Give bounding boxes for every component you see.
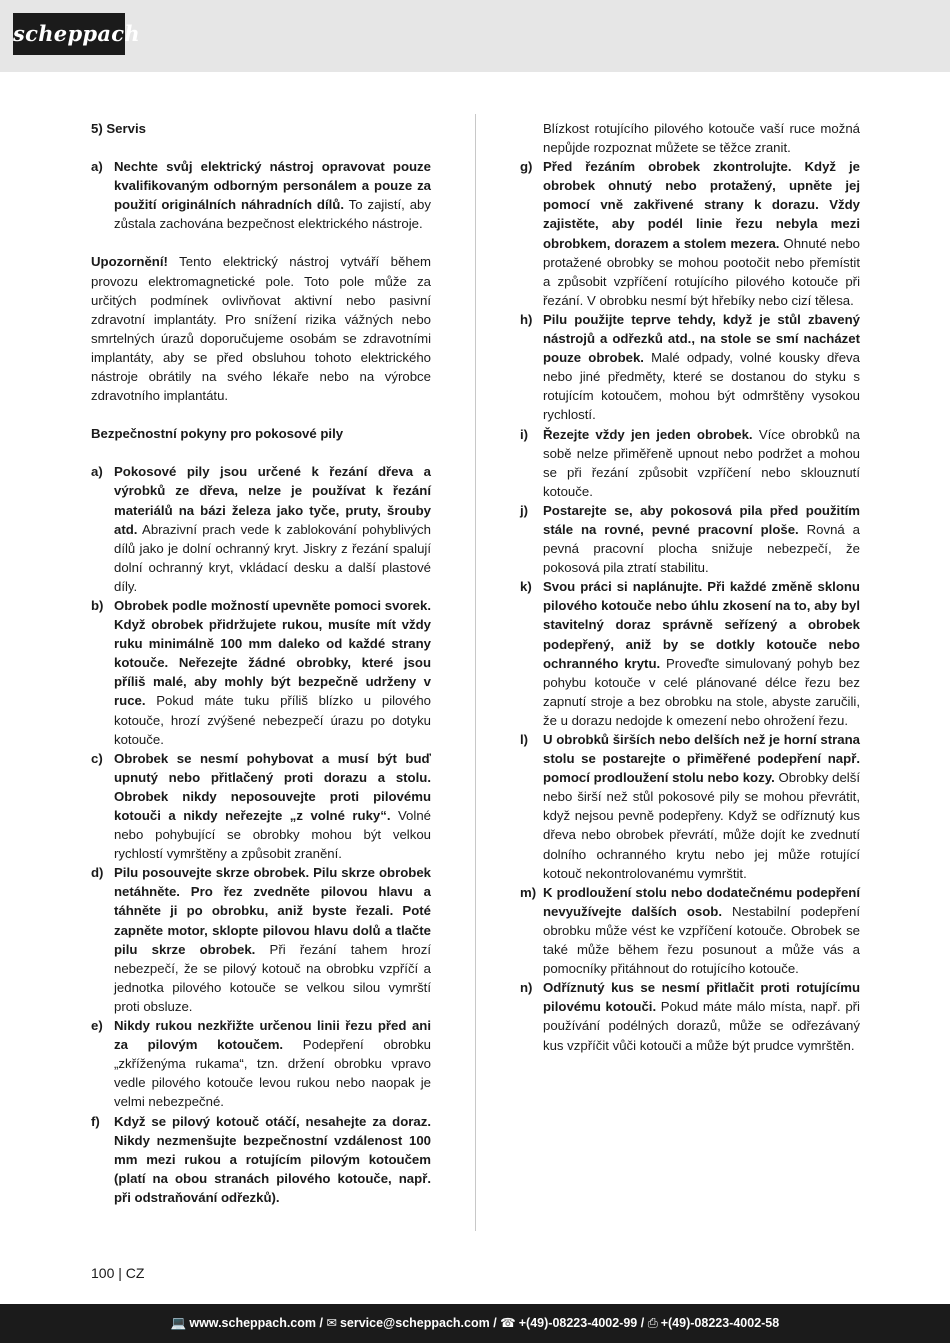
safety-list-left <box>91 462 431 1207</box>
brand-logo: scheppach <box>13 13 125 55</box>
item-normal-text: Malé odpady, volné kousky dřeva nebo jiné předměty, které se dostanou do styku s rotujícím kotoučem, mohou být odmrštěny vysokou rychlostí. <box>543 350 860 423</box>
item-text <box>543 425 860 501</box>
item-text <box>543 978 860 1054</box>
page-footer <box>0 1304 950 1343</box>
list-item-n <box>520 978 860 1054</box>
footer-separator: / <box>640 1316 645 1330</box>
column-divider <box>475 114 476 1231</box>
item-text <box>114 157 431 233</box>
phone-icon: ☎ <box>500 1316 516 1330</box>
item-text <box>543 157 860 310</box>
footer-email[interactable]: service@scheppach.com <box>339 1316 490 1330</box>
right-column <box>520 119 860 1055</box>
item-text <box>543 577 860 730</box>
item-label: j) <box>520 502 529 518</box>
item-label: e) <box>91 1018 103 1034</box>
item-f-continuation: Blízkost rotujícího pilového kotouče vaší ruce možná nepůjde rozpoznat můžete se těžce zranit. <box>543 121 860 156</box>
item-bold-text: Řezejte vždy jen jeden obrobek. <box>543 426 753 442</box>
list-item-d <box>91 863 431 1016</box>
item-text <box>114 749 431 864</box>
item-bold-text: Nechte svůj elektrický nástroj opravovat pouze kvalifikovaným odborným personálem a pouze za použití originálních náhradních dílů. <box>114 159 431 213</box>
left-column <box>91 119 431 1207</box>
item-label: k) <box>520 579 532 595</box>
item-bold-text: Obrobek se nesmí pohybovat a musí být buď upnutý nebo přitlačený proti dorazu a stolu. Obrobek nikdy neposouvejte proti pilovému kotouči a nikdy neřezejte „z volné ruky“. <box>114 750 431 823</box>
item-normal-text: Pokud máte málo místa, např. při používání podélných dorazů, může se odřezávaný kus vzpříčit vůči kotouči a může být prudce vymrštěn. <box>543 999 860 1053</box>
item-label: a) <box>91 159 103 175</box>
list-item-i <box>520 425 860 501</box>
footer-web[interactable]: www.scheppach.com <box>189 1316 317 1330</box>
item-text <box>114 1016 431 1111</box>
page-number <box>91 1265 144 1281</box>
item-bold-text: Svou práci si naplánujte. Při každé změně sklonu pilového kotouče nebo úhlu zkosení na to, aby byl stavitelný doraz správně seřízený a obrobek podepřený, aniž by se dotkly kotouče nebo ochranného krytu. <box>543 579 860 671</box>
item-label: b) <box>91 597 104 613</box>
list-item-b <box>91 596 431 749</box>
footer-separator: / <box>319 1316 323 1330</box>
item-label: h) <box>520 311 533 327</box>
item-bold-text: Obrobek podle možností upevněte pomoci svorek. Když obrobek přidržujete rukou, musíte mít vždy ruku minimálně 100 mm daleko od každé strany kotouče. Neřezejte žádné obrobky, které jsou příliš malé, aby mohly být bezpečně udrženy v ruce. <box>114 597 431 709</box>
item-bold-text: Před řezáním obrobek zkontrolujte. Když je obrobek ohnutý nebo protažený, upněte jej pomocí vně zakřivené strany k dorazu. Vždy zajistěte, aby podél linie řezu nebyla mezi obrobkem, dorazem a stolem mezera. <box>543 159 860 251</box>
item-bold-text: K prodloužení stolu nebo dodatečnému podepření nevyužívejte dalších osob. <box>543 884 860 919</box>
item-label: l) <box>520 732 529 747</box>
item-bold-text: Postarejte se, aby pokosová pila před použitím stále na rovné, pevné pracovní ploše. <box>543 502 860 537</box>
item-label: i) <box>520 426 529 442</box>
list-item-c <box>91 749 431 864</box>
item-label: g) <box>520 159 533 175</box>
page-number-value: 100 <box>91 1265 115 1281</box>
item-bold-text: U obrobků širších nebo delších než je horní strana stolu se postarejte o přiměřené podepření např. pomocí prodloužení stolu nebo kozy. <box>543 732 860 786</box>
item-text <box>543 501 860 577</box>
item-text <box>114 863 431 1016</box>
item-label: m) <box>520 884 537 900</box>
item-text <box>114 462 431 596</box>
item-bold-text: Pilu posouvejte skrze obrobek. Pilu skrze obrobek netáhněte. Pro řez zvedněte pilovou hlavu a táhněte ji po obrobku, aniž byste řezali. Poté zapněte motor, sklopte pilovou hlavu dolů a tlačte pilu skrze obrobek. <box>114 865 431 957</box>
list-item-l <box>520 730 860 883</box>
list-item <box>91 157 431 233</box>
page-number-separator: | <box>118 1265 122 1281</box>
item-bold-text: Pilu použijte teprve tehdy, když je stůl zbavený nástrojů a odřezků atd., na stole se smí nacházet pouze obrobek. <box>543 311 860 366</box>
item-bold-text: Nikdy rukou nezkřižte určenou linii řezu před ani za pilovým kotoučem. <box>114 1018 431 1053</box>
item-normal-text: Při řezání tahem hrozí nebezpečí, že se pilový kotouč na obrobku vzpříčí a jednotka pilového kotouče se velkou silou vymrští proti obsluze. <box>114 941 431 1014</box>
item-label: n) <box>520 980 533 996</box>
item-normal-text: Volné nebo pohybující se obrobky mohou být velkou rychlostí vymrštěny a způsobit zranění. <box>114 808 431 862</box>
list-item-k <box>520 577 860 730</box>
item-normal-text: Více obrobků na sobě nelze přiměřeně upnout nebo podržet a mohou se při řezání způsobit vzpříčení nebo sklouznutí kotouče. <box>543 426 860 499</box>
list-item-m <box>520 883 860 978</box>
fax-icon: ⎙ <box>647 1316 658 1330</box>
item-label: d) <box>91 865 104 881</box>
item-label: a) <box>91 464 103 480</box>
item-text <box>114 1112 431 1207</box>
item-text <box>543 730 860 883</box>
section-heading-safety: Bezpečnostní pokyny pro pokosové pily <box>91 426 344 442</box>
item-normal-text: Nestabilní podepření obrobku může vést ke vzpříčení kotouče. Obrobek se také může během řezu posunout a může vás a pomocníky přitáhnout do rotujícího kotouče. <box>543 903 860 977</box>
footer-fax: +(49)-08223-4002-58 <box>660 1316 780 1330</box>
list-item-h <box>520 310 860 425</box>
item-normal-text: Obrobky delší nebo širší než stůl pokosové pily se mohou převrátit, když nejsou pevně podepřeny. Když se odříznutý kus dřeva nebo obrobek převrátí, může dojít ke zvednutí dolního ochranného krytu nebo jej může rotující kotouč nekontrolovanému vymrštit. <box>543 770 860 881</box>
page-language: CZ <box>125 1265 145 1281</box>
email-icon: ✉ <box>326 1316 337 1330</box>
item-normal-text: To zajistí, aby zůstala zachována bezpečnost elektrického nástroje. <box>114 197 431 232</box>
item-normal-text: Rovná a pevná pracovní plocha snižuje nebezpečí, že pokosová pila ztratí stabilitu. <box>543 521 860 576</box>
page-header <box>0 0 950 72</box>
item-text <box>114 596 431 749</box>
footer-separator: / <box>493 1316 497 1330</box>
list-item-e <box>91 1016 431 1111</box>
item-text <box>543 310 860 425</box>
item-label: f) <box>91 1113 100 1129</box>
item-normal-text: Proveďte simulovaný pohyb bez pohybu kotouče v celé plánované délce řezu bez zapnutí stroje a bez obrobku na stole, abyste zaručili, že u dorazu nedojde k omezení nebo ohrožení řezu. <box>543 655 861 728</box>
list-item-a <box>91 462 431 596</box>
item-normal-text: Podepření obrobku „zkříženýma rukama“, tzn. držení obrobku vpravo vedle pilového kotouče levou rukou nebo naopak je velmi nebezpečné. <box>114 1037 432 1110</box>
item-text <box>543 883 860 978</box>
item-normal-text: Ohnuté nebo protažené obrobky se mohou pootočit nebo přemístit a způsobit vzpříčení rotujícího pilového kotouče při řezání. V obrobku nesmí být hřebíky nebo cizí tělesa. <box>543 235 860 308</box>
item-bold-text: Když se pilový kotouč otáčí, nesahejte za doraz. Nikdy nezmenšujte bezpečnostní vzdálenost 100 mm mezi rukou a rotujícím pilovým kotoučem (platí na obou stranách pilového kotouče, např. při odstraňování odřezků). <box>114 1113 431 1205</box>
list-item-g <box>520 157 860 310</box>
item-bold-text: Pokosové pily jsou určené k řezání dřeva a výrobků ze dřeva, nelze je používat k řezání materiálů na bázi železa jako tyče, pruty, šrouby atd. <box>114 464 431 537</box>
warning-label: Upozornění! <box>91 254 168 270</box>
item-label: c) <box>91 750 103 766</box>
item-bold-text: Odříznutý kus se nesmí přitlačit proti rotujícímu pilovému kotouči. <box>543 980 860 1015</box>
warning-text: Tento elektrický nástroj vytváří během provozu elektromagnetické pole. Toto pole může za určitých podmínek ovlivňovat aktivní nebo pasivní zdravotní implantáty. Pro snížení rizika vážných nebo smrtelných úrazů doporučujeme osobám se zdravotními implantáty, aby se před obsluhou tohoto elektrického nástroje obrátily na svého lékaře nebo na výrobce zdravotního implantátu. <box>91 254 431 404</box>
footer-phone[interactable]: +(49)-08223-4002-99 <box>518 1316 638 1330</box>
list-item-f <box>91 1112 431 1207</box>
warning-paragraph <box>91 252 431 405</box>
computer-icon: 💻 <box>170 1316 187 1330</box>
item-normal-text: Abrazivní prach vede k zablokování pohyblivých dílů jako je dolní ochranný kryt. Jiskry z řezání spalují dolní ochranný kryt, vkládací desku a další plastové díly. <box>114 521 431 594</box>
item-normal-text: Pokud máte tuku příliš blízko u pilového kotouče, hrozí zvýšené nebezpečí úrazu po dotyku kotouče. <box>114 693 431 747</box>
list-item-j <box>520 501 860 577</box>
section-heading-servis: 5) Servis <box>91 121 146 136</box>
